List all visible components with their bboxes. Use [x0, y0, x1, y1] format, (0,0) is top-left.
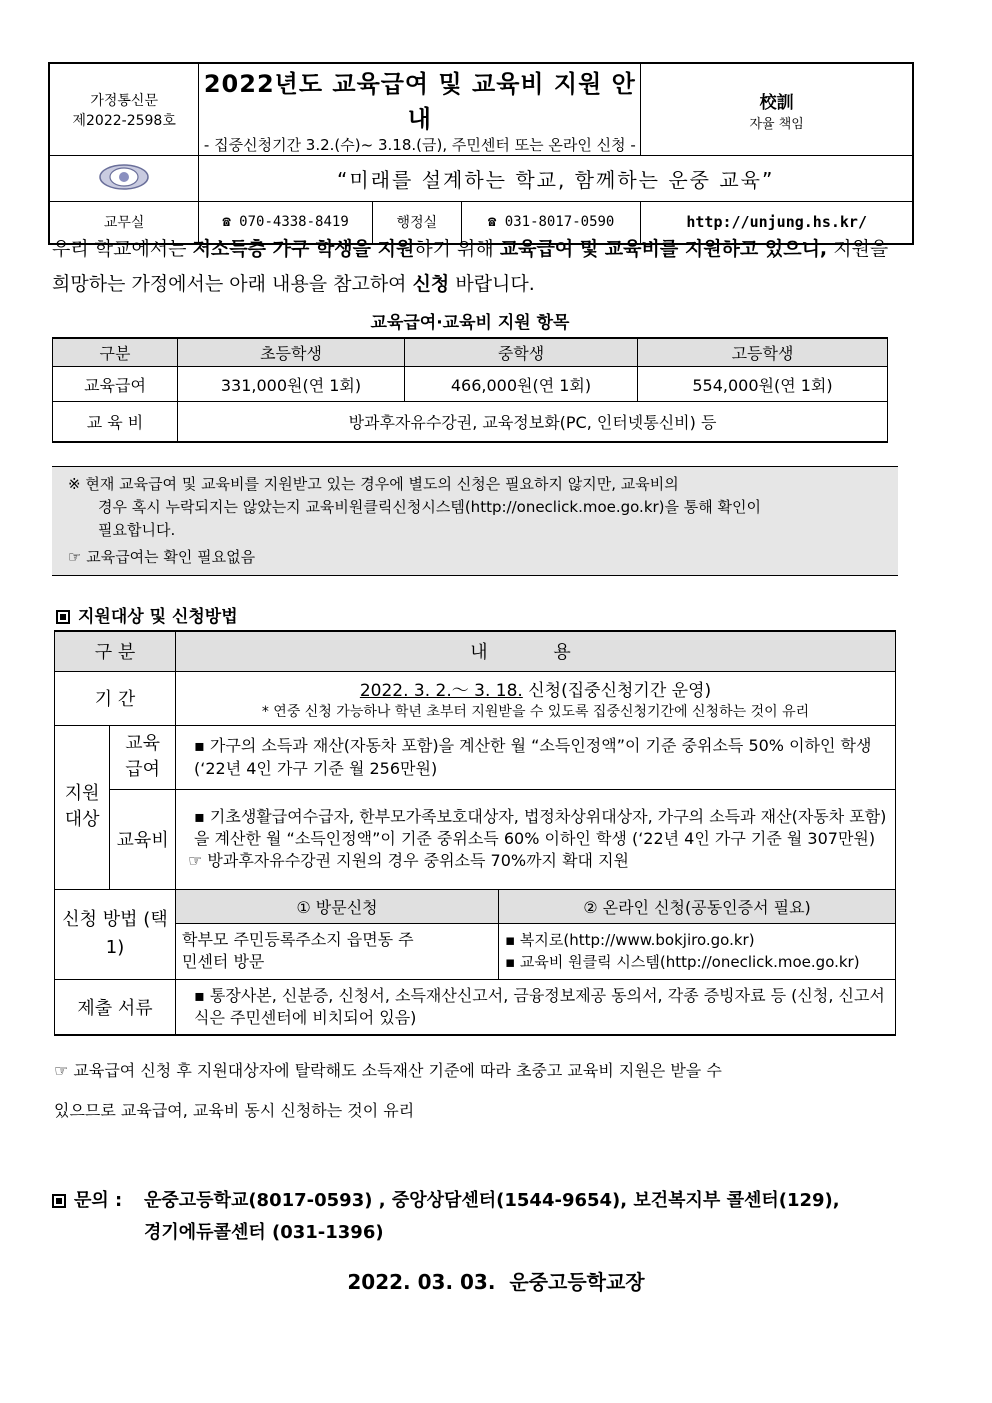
school-website-link[interactable]: http://unjung.hs.kr/	[641, 202, 913, 244]
header-cell: 구분	[53, 338, 178, 367]
header-table	[48, 62, 914, 245]
target-table	[54, 630, 896, 1036]
row-label: 교육급여	[53, 367, 178, 402]
intro-text-2: 하기 위해	[414, 238, 500, 260]
table-row	[55, 789, 896, 889]
header-cell: 내 용	[176, 631, 896, 671]
oneclick-link[interactable]: ▪ 교육비 원클릭 시스템(http://oneclick.moe.go.kr)	[505, 953, 860, 971]
header-cell: 구 분	[55, 631, 176, 671]
apply-option-header: ① 방문신청	[176, 889, 499, 923]
apply-visit-text: 학부모 주민등록주소지 읍면동 주민센터 방문	[176, 923, 499, 979]
intro-bold-1: 저소득층 가구 학생을 지원	[192, 238, 415, 260]
newsletter-label: 가정통신문	[90, 92, 158, 109]
school-emblem-icon	[97, 162, 151, 192]
table-row	[55, 671, 896, 725]
section-heading-text: 지원대상 및 신청방법	[78, 607, 238, 627]
table-cell: 331,000원(연 1회)	[178, 367, 405, 402]
intro-text-1: 우리 학교에서는	[52, 238, 193, 260]
footnote-line: 있으므로 교육급여, 교육비 동시 신청하는 것이 유리	[54, 1101, 415, 1120]
support-table-header	[53, 338, 888, 367]
support-table	[52, 337, 888, 443]
note-box	[52, 466, 898, 576]
row-label: 교 육 비	[53, 402, 178, 442]
contact-line: 경기에듀콜센터 (031-1396)	[144, 1222, 384, 1243]
intro-paragraph	[52, 232, 892, 302]
apply-option-header: ② 온라인 신청(공동인증서 필요)	[499, 889, 896, 923]
intro-bold-2: 교육급여 및 교육비를 지원하고 있으니,	[499, 238, 828, 260]
note-line: 필요합니다.	[98, 521, 176, 539]
contact-label-text: 문의 :	[74, 1190, 123, 1211]
footnote-line: ☞ 교육급여 신청 후 지원대상자에 탈락해도 소득재산 기준에 따라 초중고 교육비 지원은 받을 수	[54, 1061, 722, 1080]
office1-label: 교무실	[49, 202, 199, 244]
table-cell: 554,000원(연 1회)	[638, 367, 888, 402]
row-label: 신청 방법 (택1)	[55, 889, 176, 979]
row-sublabel: 교육비	[110, 789, 176, 889]
header-cell: 중학생	[405, 338, 638, 367]
note-line: ☞ 교육급여는 확인 필요없음	[68, 548, 256, 566]
period-dates: 2022. 3. 2.～ 3. 18.	[359, 680, 523, 701]
bokjiro-link[interactable]: ▪ 복지로(http://www.bokjiro.go.kr)	[505, 931, 755, 949]
header-cell: 초등학생	[178, 338, 405, 367]
contact-line: 운중고등학교(8017-0593) , 중앙상담센터(1544-9654), 보건복지부 콜센터(129),	[144, 1190, 840, 1211]
support-table-title: 교육급여·교육비 지원 항목	[370, 313, 570, 333]
row-label: 기 간	[55, 671, 176, 725]
school-motto-cell	[641, 63, 913, 156]
table-cell: 466,000원(연 1회)	[405, 367, 638, 402]
section-heading	[56, 602, 238, 627]
edu-cost-text: ▪ 기초생활급여수급자, 한부모가족보호대상자, 법정차상위대상자, 가구의 소득과 재산(자동차 포함)을 계산한 월 “소득인정액”이 기준 중위소득 60% 이하인 학생 (‘22년 4인 가구 기준 월 307만원)	[194, 807, 887, 848]
office2-label: 행정실	[372, 202, 461, 244]
table-cell: 방과후자유수강권, 교육정보화(PC, 인터넷통신비) 등	[178, 402, 888, 442]
motto-value: 자율 책임	[749, 116, 804, 132]
table-row	[55, 889, 896, 923]
table-row	[55, 631, 896, 671]
period-cell	[176, 671, 896, 725]
table-cell: ▪ 가구의 소득과 재산(자동차 포함)을 계산한 월 “소득인정액”이 기준 중위소득 50% 이하인 학생(‘22년 4인 가구 기준 월 256만원)	[176, 725, 896, 789]
motto-label: 校訓	[759, 92, 794, 113]
square-bullet-icon	[52, 1194, 66, 1208]
table-row	[55, 923, 896, 979]
note-line: 경우 혹시 누락되지는 않았는지 교육비원클릭신청시스템(http://oneclick.moe.go.kr)을 통해 확인이	[98, 498, 762, 516]
apply-online-cell	[499, 923, 896, 979]
table-row	[53, 367, 888, 402]
edu-cost-note: ☞ 방과후자유수강권 지원의 경우 중위소득 70%까지 확대 지원	[188, 851, 629, 870]
table-cell	[176, 789, 896, 889]
table-row	[55, 725, 896, 789]
office1-phone: ☎ 070-4338-8419	[199, 202, 372, 244]
table-row	[53, 402, 888, 442]
page-title: 2022년도 교육급여 및 교육비 지원 안내	[203, 70, 636, 133]
header-cell: 고등학생	[638, 338, 888, 367]
title-cell	[199, 63, 641, 156]
school-slogan: “미래를 설계하는 학교, 함께하는 운중 교육”	[199, 156, 913, 202]
school-emblem-cell	[49, 156, 199, 202]
square-bullet-icon	[56, 610, 70, 624]
intro-bold-3: 신청	[412, 273, 450, 295]
table-cell: ▪ 통장사본, 신분증, 신청서, 소득재산신고서, 금융정보제공 동의서, 각종 증빙자료 등 (신청, 신고서식은 주민센터에 비치되어 있음)	[176, 979, 896, 1035]
table-row	[55, 979, 896, 1035]
intro-text-4: 바랍니다.	[449, 273, 535, 295]
period-note: * 연중 신청 가능하나 학년 초부터 지원받을 수 있도록 집중신청기간에 신청하는 것이 유리	[261, 703, 810, 720]
newsletter-cell	[49, 63, 199, 156]
contact-label	[52, 1186, 122, 1212]
period-suffix: 신청(집중신청기간 운영)	[522, 680, 712, 701]
note-line: ※ 현재 교육급여 및 교육비를 지원받고 있는 경우에 별도의 신청은 필요하지 않지만, 교육비의	[68, 475, 679, 493]
signature: 2022. 03. 03. 운중고등학교장	[347, 1270, 645, 1294]
row-label: 지원 대상	[55, 725, 110, 889]
row-label: 제출 서류	[55, 979, 176, 1035]
newsletter-number: 제2022-2598호	[72, 112, 176, 129]
office2-phone: ☎ 031-8017-0590	[461, 202, 640, 244]
intro-text-3: 지원을 희망하는 가정에서는 아래 내용을 참고하여	[52, 238, 889, 295]
row-sublabel: 교육 급여	[110, 725, 176, 789]
page-subtitle: - 집중신청기간 3.2.(수)~ 3.18.(금), 주민센터 또는 온라인 신청 -	[203, 136, 636, 154]
